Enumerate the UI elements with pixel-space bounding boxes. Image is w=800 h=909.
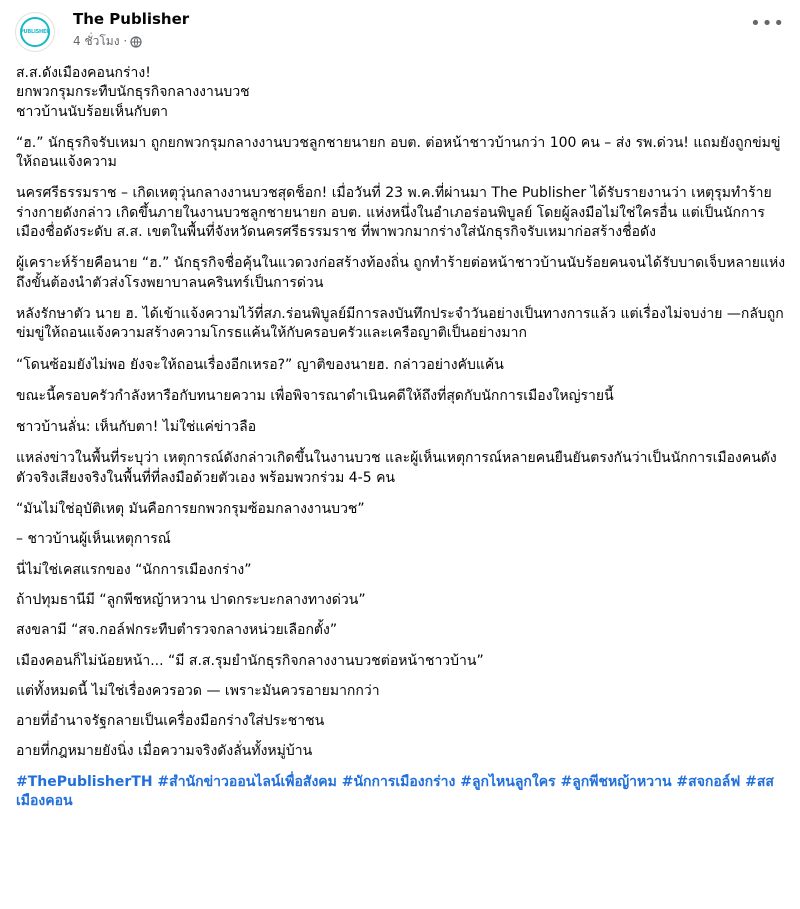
paragraph: ชาวบ้านลั่น: เห็นกับตา! ไม่ใช่แค่ข่าวลือ (16, 419, 257, 436)
paragraph: อายที่อำนาจรัฐกลายเป็นเครื่องมือกร่างใส่ประชาชน (16, 713, 325, 730)
page-name[interactable]: The Publisher (73, 10, 190, 28)
paragraph: นครศรีธรรมราช – เกิดเหตุวุ่นกลางงานบวชสุดช็อก! เมื่อวันที่ 23 พ.ค.ที่ผ่านมา The Publisher ได้รับรายงานว่า เหตุรุมทำร้ายร่างกายดังกล่าว เกิดขึ้นภายในงานบวชลูกชายนายก อบต. แห่งหนึ่งในอำเภอร่อนพิบูลย์ โดยผู้ลงมือไม่ใช่ใครอื่น แต่เป็นนักการเมืองชื่อดังระดับ ส.ส. เขตในพื้นที่จังหวัดนครศรีธรรมราช ที่พาพวกมากร่างใส่นักธุรกิจรับเหมาก่อสร้างชื่อดัง (16, 185, 772, 241)
paragraph: – ชาวบ้านผู้เห็นเหตุการณ์ (16, 531, 171, 548)
paragraph: ถ้าปทุมธานีมี “ลูกพีชหญ้าหวาน ปาดกระบะกลางทางด่วน” (16, 591, 366, 608)
paragraph: “ฮ.” นักธุรกิจรับเหมา ถูกยกพวกรุมกลางงานบวชลูกชายนายก อบต. ต่อหน้าชาวบ้านกว่า 100 คน – ส่ง รพ.ด่วน! แถมยังถูกข่มขู่ให้ถอนแจ้งความ (16, 134, 781, 171)
post-body (16, 64, 788, 811)
paragraph: สงขลามี “สจ.กอล์ฟกระทืบตำรวจกลางหน่วยเลือกตั้ง” (16, 622, 338, 639)
paragraph: ผู้เคราะห์ร้ายคือนาย “ฮ.” นักธุรกิจชื่อคุ้นในแวดวงก่อสร้างท้องถิ่น ถูกทำร้ายต่อหน้าชาวบ้านนับร้อยคนจนได้รับบาดเจ็บหลายแห่ง ถึงขั้นต้องนำตัวส่งโรงพยาบาลนครินทร์เป็นการด่วน (16, 255, 790, 291)
paragraph: แหล่งข่าวในพื้นที่ระบุว่า เหตุการณ์ดังกล่าวเกิดขึ้นในงานบวช และผู้เห็นเหตุการณ์หลายคนยืนยันตรงกันว่าเป็นนักการเมืองคนดังตัวจริงเสียงจริงในพื้นที่ที่ลงมือด้วยตัวเอง พร้อมพวกร่วม 4-5 คน (16, 450, 777, 486)
paragraph: แต่ทั้งหมดนี้ ไม่ใช่เรื่องควรอวด — เพราะมันควรอายมากกว่า (16, 682, 380, 699)
globe-icon (130, 36, 142, 48)
hashtags[interactable]: #ThePublisherTH #สำนักข่าวออนไลน์เพื่อสังคม #นักการเมืองกร่าง #ลูกไหนลูกใคร #ลูกพีชหญ้าหวาน #สจกอล์ฟ #สสเมืองคอน (16, 773, 774, 810)
more-options-icon[interactable]: ••• (750, 13, 785, 34)
post-meta (73, 32, 142, 51)
paragraph: นี่ไม่ใช่เคสแรกของ “นักการเมืองกร่าง” (16, 561, 252, 578)
avatar-ring (20, 17, 50, 47)
avatar[interactable] (15, 12, 55, 52)
paragraph: “โดนซ้อมยังไม่พอ ยังจะให้ถอนเรื่องอีกเหรอ?” ญาติของนายฮ. กล่าวอย่างคับแค้น (16, 356, 504, 373)
paragraph: “มันไม่ใช่อุบัติเหตุ มันคือการยกพวกรุมซ้อมกลางงานบวช” (16, 501, 365, 518)
post-header (15, 10, 785, 54)
timestamp[interactable]: 4 ชั่วโมง · (73, 34, 128, 48)
paragraph: ขณะนี้ครอบครัวกำลังหารือกับทนายความ เพื่อพิจารณาดำเนินคดีให้ถึงที่สุดกับนักการเมืองใหญ่รายนี้ (16, 387, 614, 404)
paragraph: อายที่กฎหมายยังนิ่ง เมื่อความจริงดังลั่นทั้งหมู่บ้าน (16, 743, 313, 760)
headline: ส.ส.ดังเมืองคอนกร่าง! ยกพวกรุมกระทืบนักธุรกิจกลางงานบวช ชาวบ้านนับร้อยเห็นกับตา (16, 65, 250, 120)
publisher-logo: PUBLISHER (20, 29, 50, 35)
paragraph: เมืองคอนก็ไม่น้อยหน้า... “มี ส.ส.รุมยำนักธุรกิจกลางงานบวชต่อหน้าชาวบ้าน” (16, 652, 484, 669)
paragraph: หลังรักษาตัว นาย ฮ. ได้เข้าแจ้งความไว้ที่สภ.ร่อนพิบูลย์มีการลงบันทึกประจำวันอย่างเป็นทางการแล้ว แต่เรื่องไม่จบง่าย —กลับถูกข่มขู่ให้ถอนแจ้งความสร้างความโกรธแค้นให้กับครอบครัวและเครือญาติเป็นอย่างมาก (16, 305, 784, 342)
